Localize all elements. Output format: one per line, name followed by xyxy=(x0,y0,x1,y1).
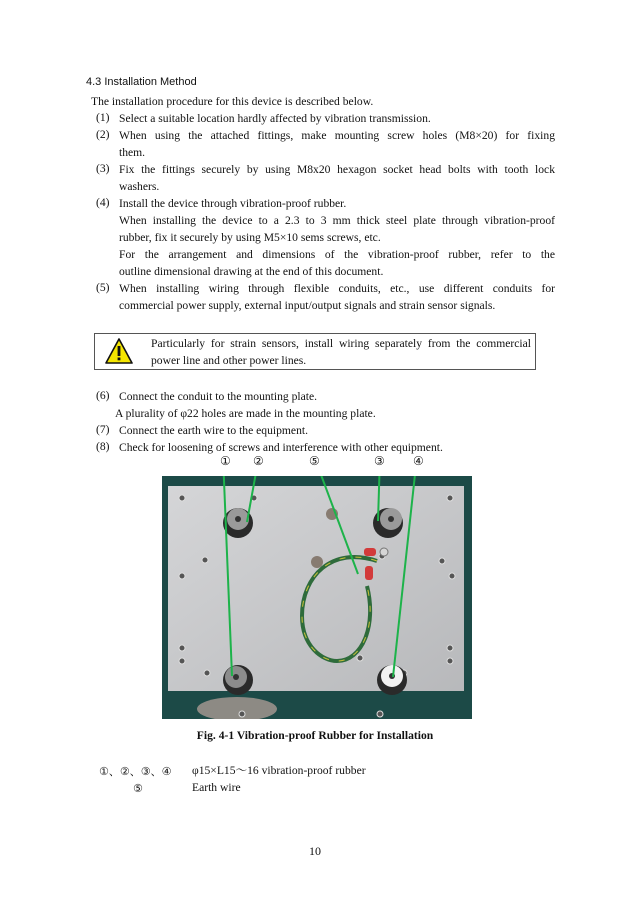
step-text: Connect the conduit to the mounting plate. xyxy=(119,390,318,403)
step-text: outline dimensional drawing at the end of this document. xyxy=(119,265,384,278)
installation-photo xyxy=(162,476,472,719)
callout-4: ④ xyxy=(413,454,424,468)
callout-5: ⑤ xyxy=(309,454,320,468)
step-text: Connect the earth wire to the equipment. xyxy=(119,424,308,437)
step-text: Fix the fittings securely by using M8x20 hexagon socket head bolts with tooth lock xyxy=(119,163,555,176)
step-text: A plurality of φ22 holes are made in the mounting plate. xyxy=(115,407,376,420)
warning-box xyxy=(94,333,536,370)
step-number: (2) xyxy=(96,128,110,141)
step-text: When using the attached fittings, make mounting screw holes (M8×20) for fixing xyxy=(119,129,555,142)
photo-illustration xyxy=(162,476,472,719)
warning-triangle-icon xyxy=(105,338,133,364)
step-number: (3) xyxy=(96,162,110,175)
legend-key: ⑤ xyxy=(133,782,143,795)
rubber-mount xyxy=(223,665,253,695)
legend-desc: φ15×L15～16 vibration-proof rubber xyxy=(192,764,366,777)
step-number: (6) xyxy=(96,389,110,402)
callout-3: ③ xyxy=(374,454,385,468)
step-text: rubber, fix it securely by using M5×10 sems screws, etc. xyxy=(119,231,381,244)
step-text: Install the device through vibration-proof rubber. xyxy=(119,197,347,210)
step-text: washers. xyxy=(119,180,160,193)
rubber-mount xyxy=(377,665,407,695)
step-text: them. xyxy=(119,146,146,159)
page-number: 10 xyxy=(309,844,321,858)
callout-1: ① xyxy=(220,454,231,468)
step-number: (5) xyxy=(96,281,110,294)
step-text: When installing wiring through flexible conduits, etc., use different conduits for xyxy=(119,282,555,295)
step-text: For the arrangement and dimensions of the vibration-proof rubber, refer to the xyxy=(119,248,555,261)
section-title: 4.3 Installation Method xyxy=(86,76,197,88)
legend-desc: Earth wire xyxy=(192,781,241,794)
step-number: (1) xyxy=(96,111,110,124)
step-text: commercial power supply, external input/output signals and strain sensor signals. xyxy=(119,299,496,312)
step-number: (7) xyxy=(96,423,110,436)
step-text: When installing the device to a 2.3 to 3 mm thick steel plate through vibration-proof xyxy=(119,214,555,227)
step-number: (8) xyxy=(96,440,110,453)
legend-key: ①、②、③、④ xyxy=(99,765,172,778)
warning-text: Particularly for strain sensors, install wiring separately from the commercial power line and other power lines. xyxy=(151,337,531,367)
step-text: Select a suitable location hardly affected by vibration transmission. xyxy=(119,112,431,125)
step-number: (4) xyxy=(96,196,110,209)
figure-caption: Fig. 4-1 Vibration-proof Rubber for Installation xyxy=(196,729,434,742)
callout-2: ② xyxy=(253,454,264,468)
intro-text: The installation procedure for this device is described below. xyxy=(91,95,374,108)
step-text: Check for loosening of screws and interference with other equipment. xyxy=(119,441,443,454)
